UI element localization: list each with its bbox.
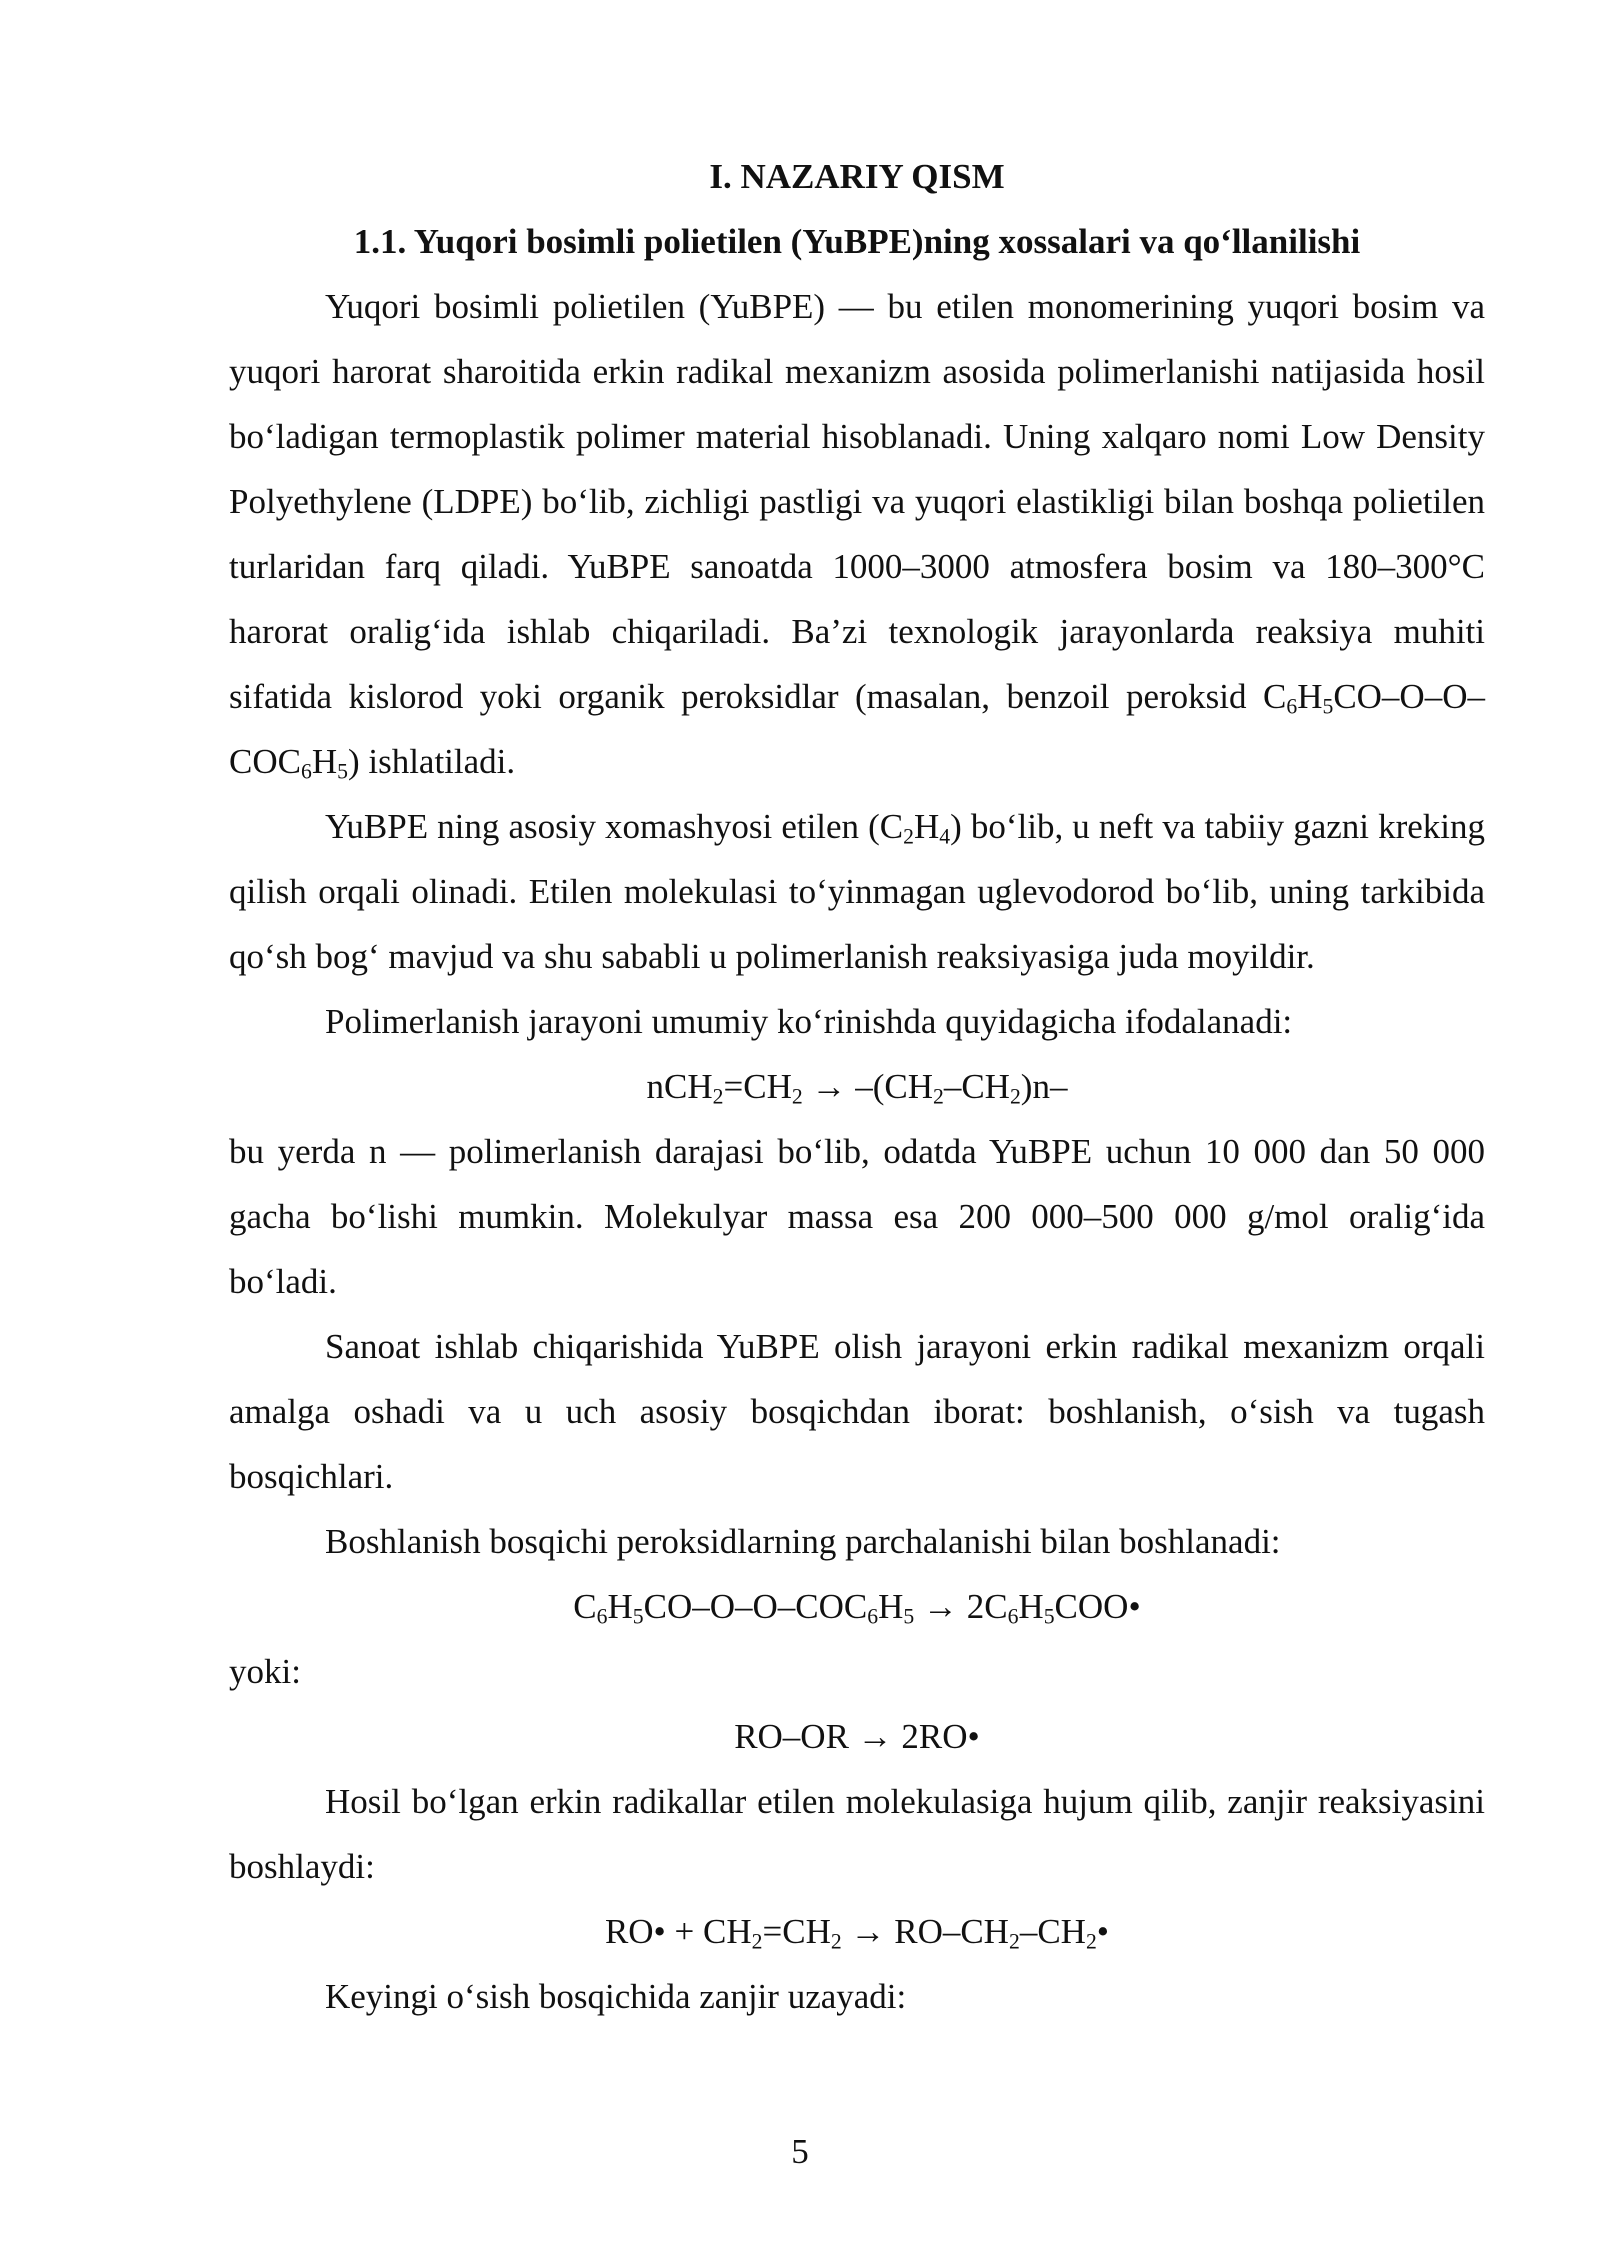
equation-chain-initiation: RO• + $CH_2=CH_2$ → $RO-CH_2-CH_2•$ (604, 1912, 1110, 1954)
text-or: yoki: (229, 1652, 301, 1691)
paragraph-text: Yuqori bosimli polietilen (YuBPE) — bu etilen monomerining yuqori bosim va yuqori harorat sharoitida erkin radikal mexanizm asosida polimerlanishi natijasida hosil bo‘ladigan termoplastik polimer material hisoblanadi. Uning xalqaro nomi Low Density Polyethylene (LDPE) bo‘lib, zichligi pastligi va yuqori elastikligi bilan boshqa polietilen turlaridan farq qiladi. YuBPE sanoatda 1000–3000 atmosfera bosim va 180–300°C harorat oralig‘ida ishlab chiqariladi. Ba’zi texnologik jarayonlarda reaksiya muhiti sifatida kislorod yoki organik peroksidlar (masalan, benzoil peroksid (229, 287, 1485, 716)
section-title: I. NAZARIY QISM (709, 157, 1005, 196)
equation-polymerization: $nCH_2=CH_2 \to -(CH_2-CH_2)n-$ (646, 1067, 1068, 1109)
paragraph-mechanism: Sanoat ishlab chiqarishida YuBPE olish jarayoni erkin radikal mexanizm orqali amalga oshadi va u uch asosiy bosqichdan iborat: boshlanish, o‘sish va tugash bosqichlari. (229, 1327, 1485, 1496)
paragraph-propagation: Keyingi o‘sish bosqichida zanjir uzayadi: (325, 1977, 907, 2016)
page-number: 5 (791, 2132, 809, 2171)
paragraph-degree: bu yerda n — polimerlanish darajasi bo‘lib, odatda YuBPE uchun 10 000 dan 50 000 gacha bo‘lishi mumkin. Molekulyar massa esa 200 000–500 000 g/mol oralig‘ida bo‘ladi. (229, 1132, 1485, 1301)
subsection-title: 1.1. Yuqori bosimli polietilen (YuBPE)ning xossalari va qo‘llanilishi (353, 222, 1361, 261)
paragraph-definition (229, 274, 1485, 794)
formula-ethylene: $C_2H_4$ (879, 807, 951, 849)
formula-benzoyl-peroxide: $C_6H_5CO-O-O-COC_6H_5$ (229, 677, 1485, 784)
equation-peroxide-decomposition: $C_6H_5CO-O-O-COC_6H_5$ → $2C_6H_5COO•$ (573, 1587, 1141, 1629)
paragraph-initiation: Boshlanish bosqichi peroksidlarning parchalanishi bilan boshlanadi: (325, 1522, 1281, 1561)
equation-radical-formation: RO–OR → 2RO• (734, 1717, 980, 1756)
paragraph-polymerization-intro: Polimerlanish jarayoni umumiy ko‘rinishda quyidagicha ifodalanadi: (325, 1002, 1293, 1041)
page-content (229, 144, 1485, 2029)
paragraph-raw-material: YuBPE ning asosiy xomashyosi etilen $(C_2H_4)$ bo‘lib, u neft va tabiiy gazni kreking qilish orqali olinadi. Etilen molekulasi to‘yinmagan uglevodorod bo‘lib, uning tarkibida qo‘sh bog‘ mavjud va shu sababli u polimerlanish reaksiyasiga juda moyildir. (229, 807, 1485, 976)
paragraph-chain-start: Hosil bo‘lgan erkin radikallar etilen molekulasiga hujum qilib, zanjir reaksiyasini boshlaydi: (229, 1782, 1485, 1886)
paragraph-text-end: ) ishlatiladi. (347, 742, 516, 781)
